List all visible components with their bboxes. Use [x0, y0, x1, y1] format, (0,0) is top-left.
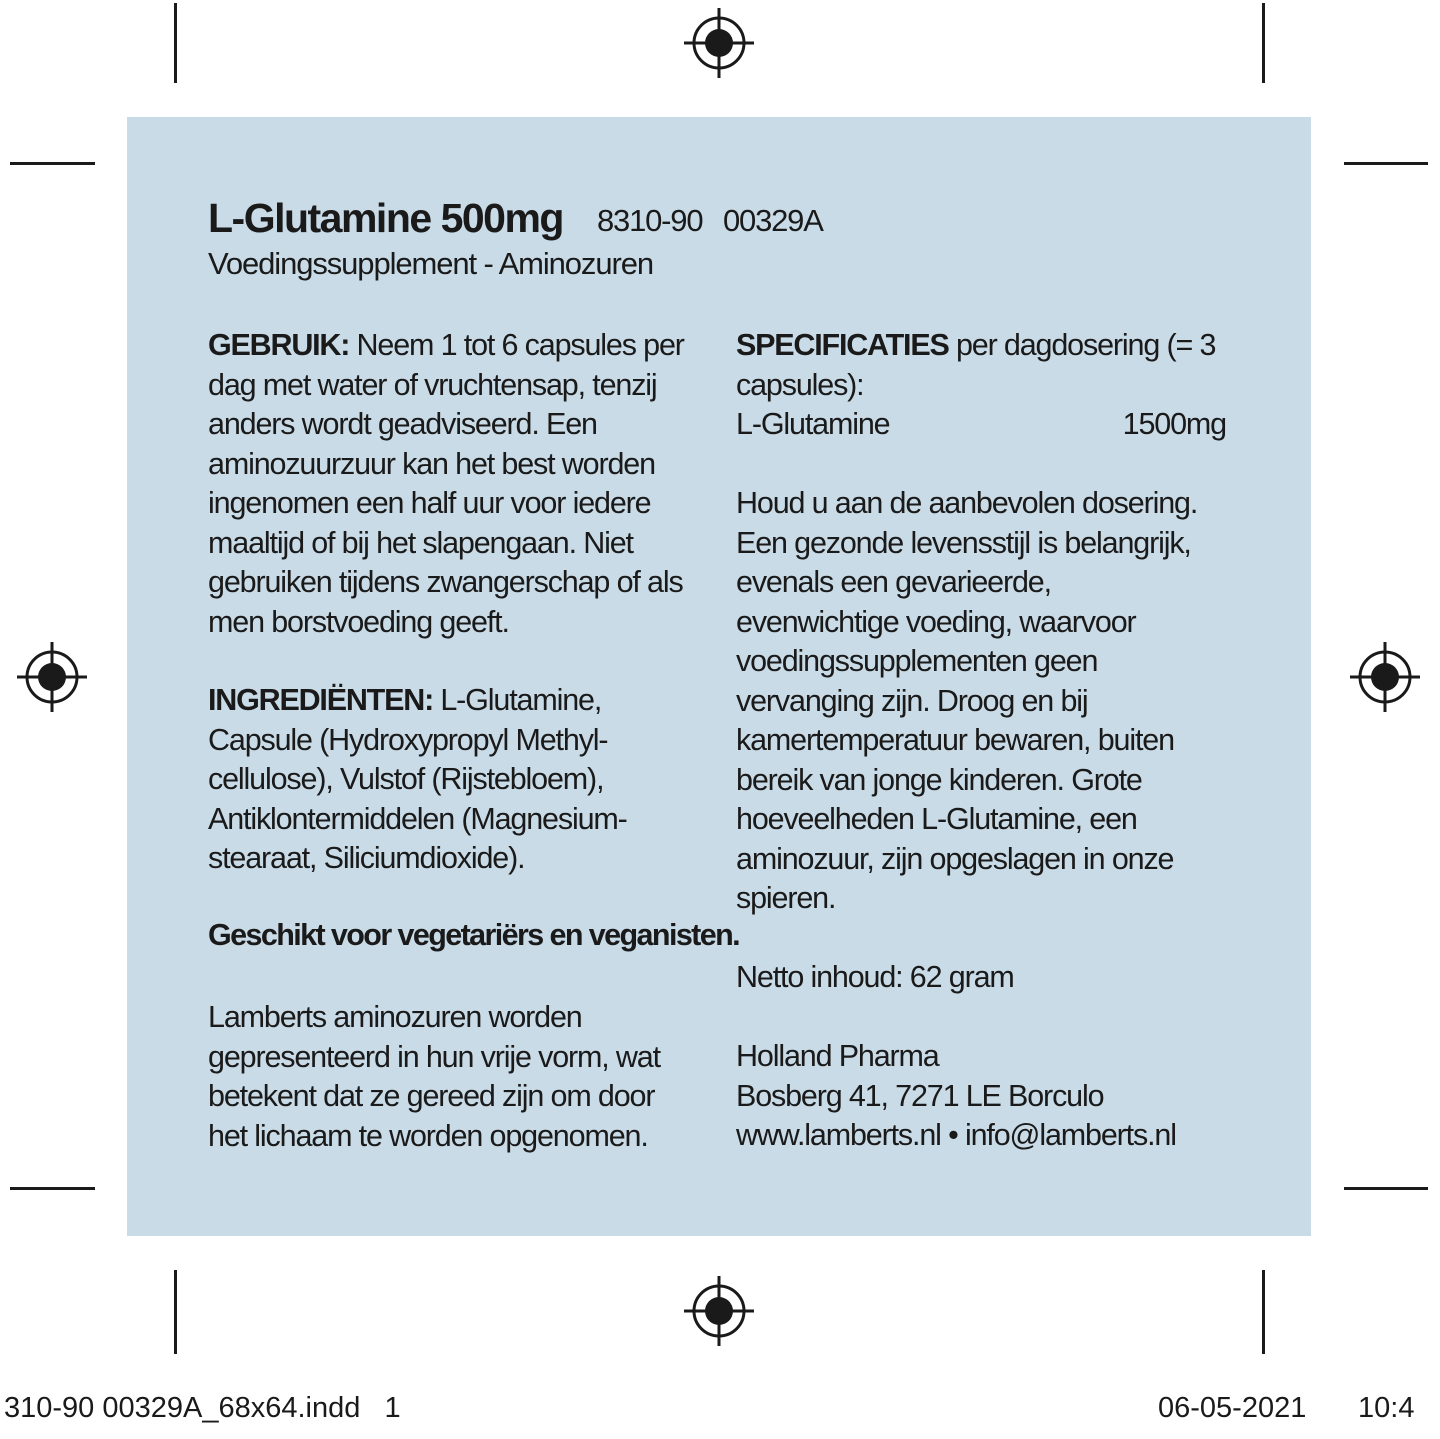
vegan-note: Geschikt voor vegetariërs en veganisten.	[208, 918, 740, 952]
specs-section	[736, 326, 1236, 445]
spec-row	[736, 405, 1226, 445]
ingredients-text: L-Glutamine, Capsule (Hydroxypropyl Methyl-cellulose), Vulstof (Rijstebloem), Antiklontermiddelen (Magnesium-stearaat, Siliciumdioxide).	[208, 683, 627, 875]
ingredients-section	[208, 681, 708, 879]
print-time: 10:4	[1358, 1392, 1415, 1424]
crop-mark-bottom-left	[174, 1270, 177, 1354]
crop-mark-top-right	[1262, 3, 1265, 83]
crop-mark-right-top	[1344, 162, 1428, 165]
company-contact: www.lamberts.nl • info@lamberts.nl	[736, 1118, 1176, 1152]
spec-amount: 1500mg	[1122, 407, 1226, 441]
registration-mark-left-icon	[17, 642, 87, 712]
print-file-info: 310-90 00329A_68x64.indd 1	[4, 1392, 401, 1424]
product-subtitle: Voedingssupplement - Aminozuren	[208, 246, 653, 281]
usage-text: Neem 1 tot 6 capsules per dag met water of vruchtensap, tenzij anders wordt geadviseerd. Een aminozuurzuur kan het best worden ingenomen een half uur voor iedere maaltijd of bij het slapengaan. Niet gebruiken tijdens zwangerschap of als men borstvoeding geeft.	[208, 328, 684, 639]
registration-mark-right-icon	[1350, 642, 1420, 712]
print-date: 06-05-2021	[1158, 1392, 1307, 1424]
crop-mark-right-bottom	[1344, 1187, 1428, 1190]
specs-heading: SPECIFICATIES	[736, 328, 949, 362]
net-content: Netto inhoud: 62 gram	[736, 960, 1014, 994]
crop-mark-bottom-right	[1262, 1270, 1265, 1354]
company-name: Holland Pharma	[736, 1039, 939, 1073]
ingredients-heading: INGREDIËNTEN:	[208, 683, 434, 717]
crop-mark-top-left	[174, 3, 177, 83]
company-address: Bosberg 41, 7271 LE Borculo	[736, 1078, 1104, 1113]
crop-mark-left-top	[10, 162, 95, 165]
company-block	[736, 1037, 1236, 1156]
spec-name: L-Glutamine	[736, 407, 890, 441]
product-code-2: 00329A	[723, 203, 823, 238]
registration-mark-top-icon	[684, 8, 754, 78]
registration-mark-bottom-icon	[684, 1276, 754, 1346]
product-title: L-Glutamine 500mg	[208, 195, 563, 241]
specs-subheading: per dagdosering (= 3 capsules):	[736, 328, 1216, 402]
usage-heading: GEBRUIK:	[208, 328, 350, 362]
crop-mark-left-bottom	[10, 1187, 95, 1190]
product-code-1: 8310-90	[597, 203, 703, 238]
free-form-text: Lamberts aminozuren worden gepresenteerd in hun vrije vorm, wat betekent dat ze gereed zijn om door het lichaam te worden opgenomen.	[208, 1000, 660, 1153]
usage-section	[208, 326, 708, 642]
advice-text: Houd u aan de aanbevolen dosering. Een gezonde levensstijl is belangrijk, evenals een gevarieerde, evenwichtige voeding, waarvoor voedingssupplementen geen vervanging zijn. Droog en bij kamertemperatuur bewaren, buiten bereik van jonge kinderen. Grote hoeveelheden L-Glutamine, een aminozuur, zijn opgeslagen in onze spieren.	[736, 486, 1198, 915]
